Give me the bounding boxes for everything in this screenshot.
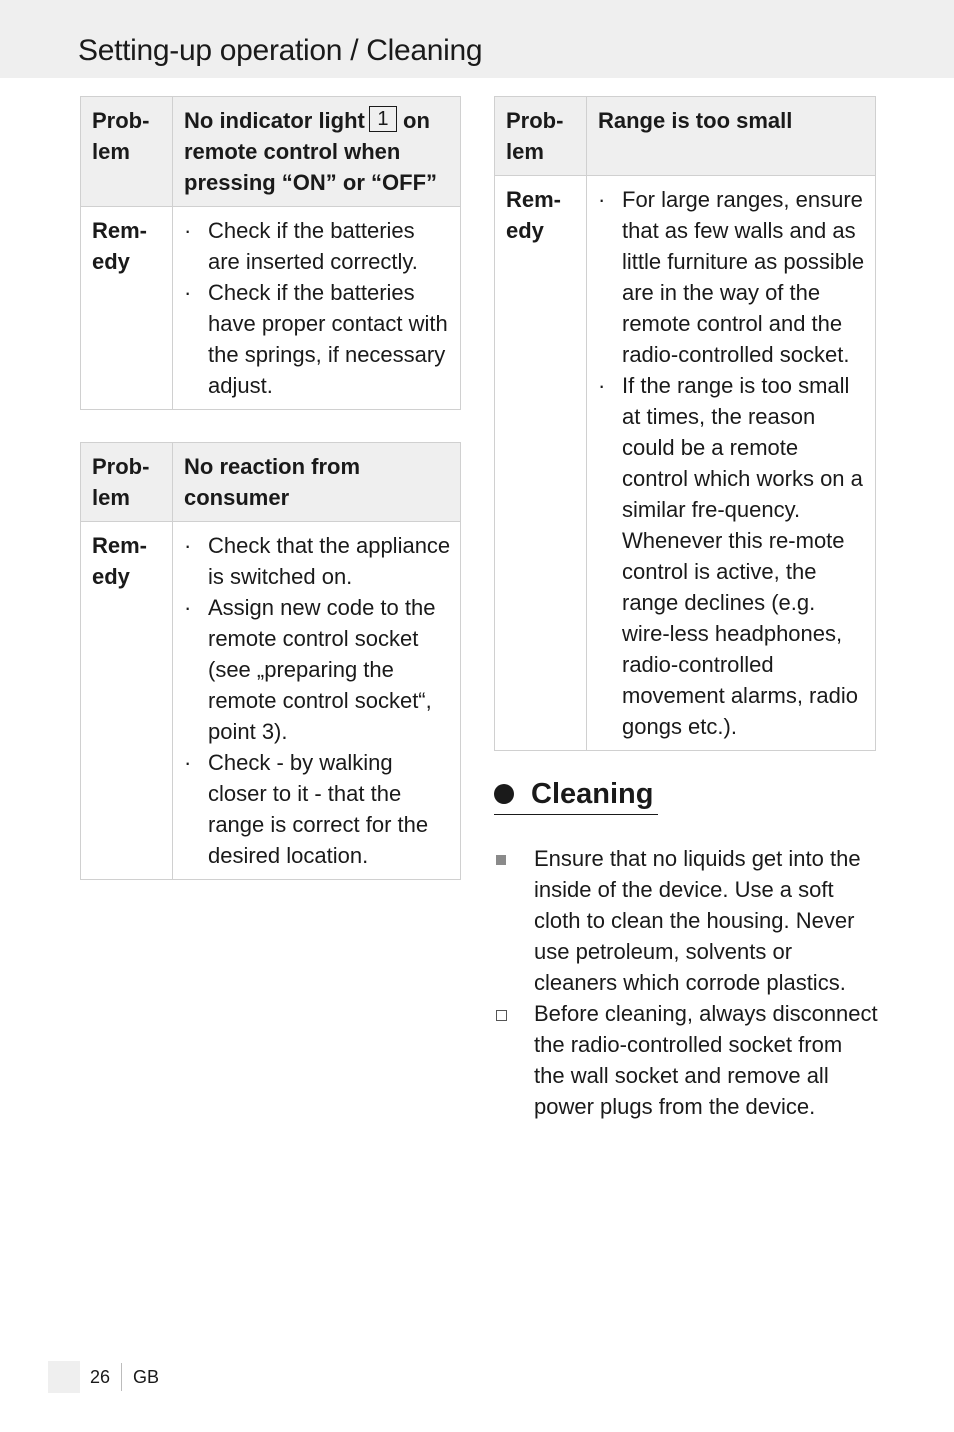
remedy-item: · Check that the appliance is switched on.	[184, 530, 452, 592]
indicator-number-box: 1	[369, 106, 397, 132]
language-code: GB	[133, 1367, 160, 1387]
problem-label: Prob- lem	[81, 443, 173, 522]
problem-text	[173, 97, 461, 207]
footer-marker	[48, 1361, 80, 1393]
problem-row	[81, 97, 461, 207]
problem-text: No reaction from consumer	[173, 443, 461, 522]
remedy-item: · Check - by walking closer to it - that the range is correct for the desired location.	[184, 747, 452, 871]
troubleshooting-table-no-reaction	[80, 442, 461, 880]
remedy-row	[81, 522, 461, 880]
remedy-item: · If the range is too small at times, the reason could be a remote control which works on a similar fre-quency. Whenever this re-mote control is active, the range declines (e.g. wire-less headphones, radio-controlled movement alarms, radio gongs etc.).	[598, 370, 867, 742]
cleaning-item	[494, 843, 878, 998]
remedy-list	[184, 530, 452, 871]
remedy-list-cell	[173, 207, 461, 410]
remedy-item: · Assign new code to the remote control socket (see „preparing the remote control socket“, point 3).	[184, 592, 452, 747]
troubleshooting-table-indicator	[80, 96, 461, 410]
cleaning-item-text: Before cleaning, always disconnect the radio-controlled socket from the wall socket and remove all power plugs from the device.	[534, 1001, 878, 1119]
remedy-label: Rem- edy	[81, 522, 173, 880]
remedy-list-cell	[173, 522, 461, 880]
remedy-item: · For large ranges, ensure that as few walls and as little furniture as possible are in the way of the remote control and the radio-controlled socket.	[598, 184, 867, 370]
cleaning-list	[494, 843, 878, 1122]
cleaning-title: Cleaning	[531, 778, 654, 810]
troubleshooting-table-range	[494, 96, 876, 751]
page-title: Setting-up operation / Cleaning	[78, 34, 483, 67]
heading-underline	[494, 814, 658, 815]
remedy-row	[495, 176, 876, 751]
problem-text: Range is too small	[587, 97, 876, 176]
problem-text-main: No indicator light	[184, 108, 365, 133]
filled-square-icon	[496, 855, 506, 865]
remedy-list	[598, 184, 867, 742]
empty-square-icon	[496, 1010, 507, 1021]
problem-label: Prob- lem	[81, 97, 173, 207]
problem-label: Prob- lem	[495, 97, 587, 176]
remedy-item: · Check if the batteries are inserted correctly.	[184, 215, 452, 277]
footer-divider	[121, 1363, 122, 1391]
cleaning-item-text: Ensure that no liquids get into the inside of the device. Use a soft cloth to clean the housing. Never use petroleum, solvents or cleaners which corrode plastics.	[534, 846, 861, 995]
problem-text-rest: on remote control when pressing “ON” or “OFF”	[184, 108, 438, 195]
remedy-list-cell	[587, 176, 876, 751]
problem-row	[81, 443, 461, 522]
bullet-dot-icon	[494, 784, 514, 804]
remedy-label: Rem- edy	[495, 176, 587, 751]
cleaning-heading	[494, 775, 653, 813]
remedy-label: Rem- edy	[81, 207, 173, 410]
page-number: 26	[90, 1367, 111, 1387]
remedy-list	[184, 215, 452, 401]
remedy-item: · Check if the batteries have proper contact with the springs, if necessary adjust.	[184, 277, 452, 401]
remedy-row	[81, 207, 461, 410]
problem-row	[495, 97, 876, 176]
cleaning-item	[494, 998, 878, 1122]
